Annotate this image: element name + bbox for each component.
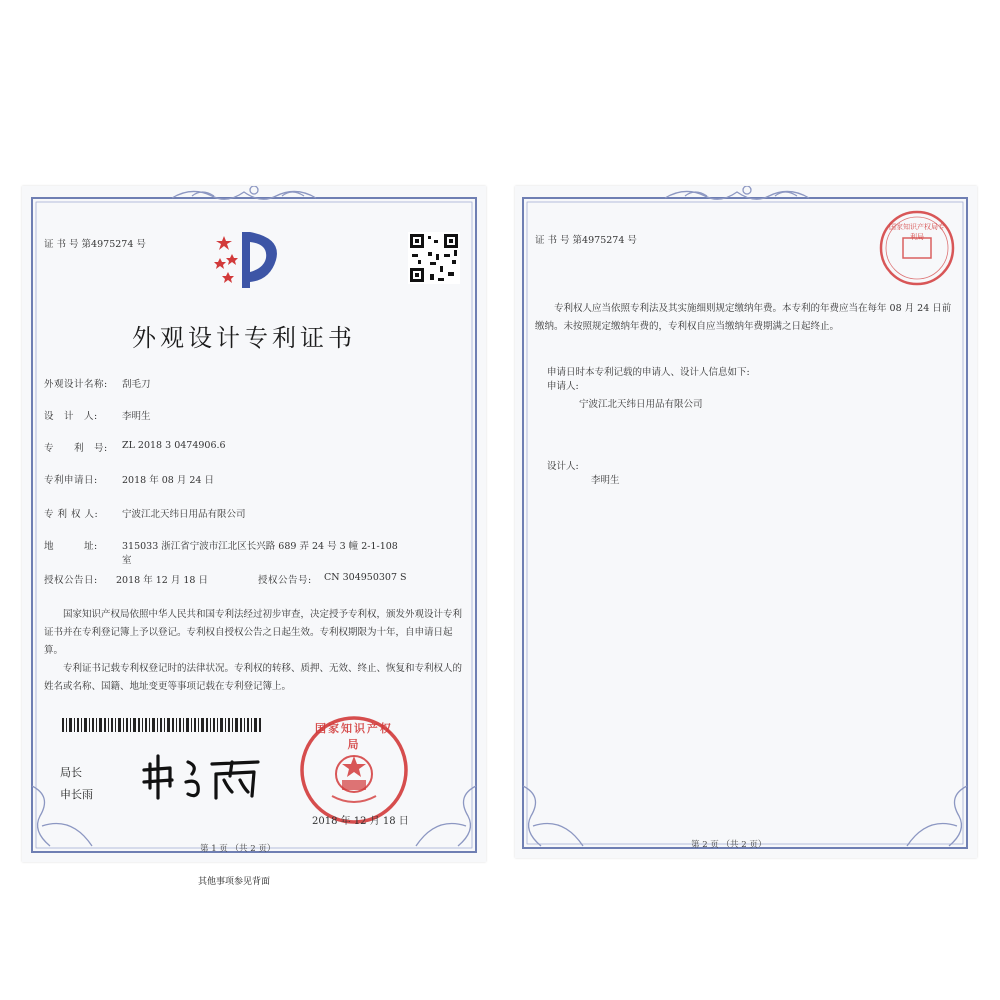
director-title: 局长: [60, 766, 82, 779]
designer-value: 李明生: [591, 475, 620, 486]
info-intro: 申请日时本专利记载的申请人、设计人信息如下:: [547, 367, 750, 378]
seal-text: 国家知识产权局: [315, 722, 393, 751]
barcode: [62, 718, 262, 732]
page-footer: 第 1 页 （共 2 页）: [200, 844, 276, 854]
address-value-line2: 室: [122, 555, 132, 566]
seal-date: 2018 年 12 月 18 日: [312, 816, 409, 827]
announce-date-label: 授权公告日:: [44, 575, 98, 586]
director-signature: [140, 752, 270, 802]
field-label: 专 利 号:: [44, 443, 108, 454]
applicant-label: 申请人:: [547, 381, 579, 392]
field-label: 外观设计名称:: [44, 379, 108, 390]
announce-date-value: 2018 年 12 月 18 日: [116, 575, 208, 586]
stamp-text: 国家知识产权局专利局: [889, 223, 945, 241]
certificate-title: 外观设计专利证书: [132, 324, 356, 352]
patent-office-stamp: [877, 208, 957, 288]
field-value: 李明生: [122, 411, 151, 422]
legal-status-paragraph: 专利证书记载专利权登记时的法律状况。专利权的转移、质押、无效、终止、恢复和专利权人的姓名或名称、国籍、地址变更等事项记载在专利登记簿上。: [44, 663, 463, 692]
field-value: 刮毛刀: [122, 379, 151, 390]
annual-fee-paragraph: 专利权人应当依照专利法及其实施细则规定缴纳年费。本专利的年费应当在每年 08 月 24 日前缴纳。未按照规定缴纳年费的，专利权自应当缴纳年费期满之日起终止。: [535, 303, 952, 332]
director-name: 申长雨: [60, 788, 93, 801]
certificate-number: 证 书 号 第4975274 号: [535, 235, 637, 246]
corner-ornament: [523, 786, 967, 846]
bottom-note: 其他事项参见背面: [198, 877, 271, 887]
field-value: 2018 年 08 月 24 日: [122, 475, 214, 486]
field-label: 设 计 人:: [44, 411, 98, 422]
applicant-value: 宁波江北天纬日用品有限公司: [579, 399, 703, 410]
address-value: 315033 浙江省宁波市江北区长兴路 689 弄 24 号 3 幢 2-1-108: [122, 541, 398, 552]
qr-code: [408, 232, 460, 284]
grant-paragraph: 国家知识产权局依照中华人民共和国专利法经过初步审查，决定授予专利权，颁发外观设计专利证书并在专利登记簿上予以登记。专利权自授权公告之日起生效。专利权期限为十年，自申请日起算。: [44, 609, 463, 656]
official-seal: [298, 714, 410, 826]
field-label: 专利申请日:: [44, 475, 98, 486]
patent-office-logo: [210, 224, 290, 296]
certificate-page-1: [22, 186, 486, 862]
certificate-number: 证 书 号 第4975274 号: [44, 239, 146, 250]
certificate-page-2: [515, 186, 977, 858]
field-value: 宁波江北天纬日用品有限公司: [122, 509, 246, 520]
address-label: 地 址:: [44, 541, 98, 552]
field-value: ZL 2018 3 0474906.6: [122, 440, 226, 451]
page-footer: 第 2 页 （共 2 页）: [691, 840, 767, 850]
announce-no-label: 授权公告号:: [258, 575, 312, 586]
field-label: 专 利 权 人:: [44, 509, 99, 520]
designer-label: 设计人:: [547, 461, 579, 472]
announce-no-value: CN 304950307 S: [324, 572, 407, 583]
